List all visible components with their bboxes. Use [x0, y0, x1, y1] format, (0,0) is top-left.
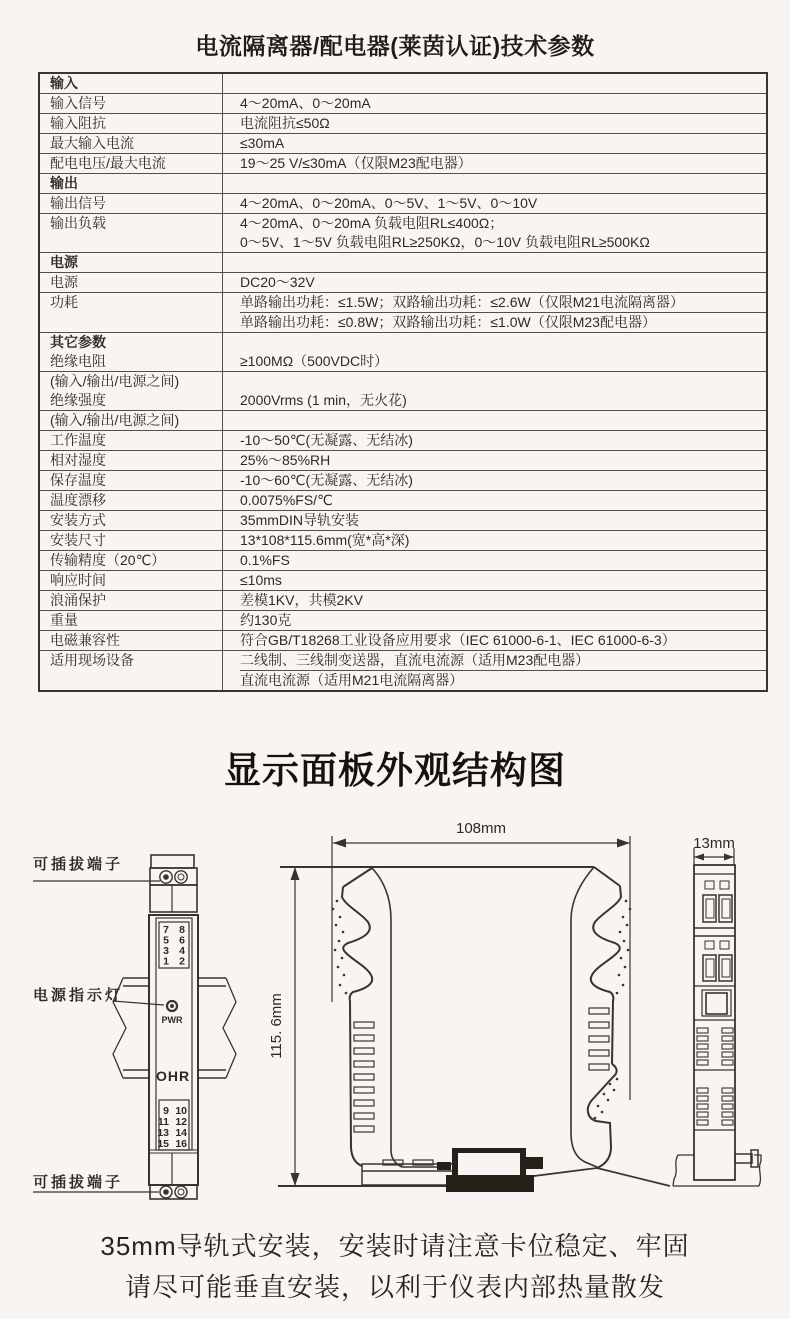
spec-row: [40, 153, 766, 173]
spec-value: 约130克: [222, 611, 766, 630]
spec-label: 传输精度（20℃）: [50, 552, 166, 568]
spec-table: [38, 72, 768, 692]
spec-value: -10～50℃(无凝露、无结冰): [222, 431, 766, 450]
dimension-height-label: 115. 6mm: [268, 993, 285, 1059]
spec-value: 符合GB/T18268工业设备应用要求（IEC 61000-6-1、IEC 61000-6-3）: [222, 631, 766, 650]
spec-section-row: [40, 74, 766, 93]
end-view-vents: [697, 1028, 733, 1125]
brand-logo: OHR: [155, 1068, 191, 1084]
spec-label: 最大输入电流: [50, 135, 134, 151]
terminal-number: 6: [179, 934, 185, 947]
dimension-width: [332, 836, 630, 1100]
spec-row: [40, 371, 766, 410]
spec-row: [40, 610, 766, 630]
terminal-number: 8: [179, 924, 185, 936]
spec-row: [40, 490, 766, 510]
spec-value: DC20～32V: [222, 273, 766, 292]
spec-value: ≤10ms: [222, 571, 766, 590]
spec-row: [40, 570, 766, 590]
spec-label: 适用现场设备: [50, 652, 134, 668]
spec-subvalue: 二线制、三线制变送器，直流电流源（适用M23配电器）: [240, 651, 766, 671]
terminal-number: 16: [175, 1138, 187, 1150]
terminal-number: 10: [175, 1105, 187, 1117]
structure-diagram: [0, 800, 790, 1220]
spec-row: [40, 332, 766, 371]
terminal-number: 14: [175, 1127, 187, 1139]
spec-value: 0.0075%FS/℃: [222, 491, 766, 510]
spec-label: 电源: [50, 274, 78, 290]
end-view: [673, 848, 761, 1186]
vent-slats-left: [354, 1022, 374, 1132]
spec-label: 电源: [50, 254, 78, 270]
terminal-number: 1: [163, 955, 169, 968]
spec-label: 输出: [50, 175, 78, 191]
spec-value: 差模1KV，共模2KV: [222, 591, 766, 610]
pluggable-terminal-top-label: 可插拔端子: [33, 856, 124, 873]
spec-row: [40, 410, 766, 430]
spec-table-body: [40, 74, 766, 690]
spec-value: ≤30mA: [222, 134, 766, 153]
vent-slats-right: [589, 1008, 609, 1070]
spec-row: [40, 213, 766, 252]
spec-row: [40, 530, 766, 550]
spec-row: [40, 430, 766, 450]
spec-subvalue: 单路输出功耗：≤0.8W；双路输出功耗：≤1.0W（仅限M23配电器）: [240, 314, 656, 330]
spec-label: 温度漂移: [50, 492, 106, 508]
spec-row: [40, 510, 766, 530]
terminal-number: 5: [163, 934, 169, 947]
power-indicator-label: 电源指示灯: [33, 987, 124, 1004]
dimension-depth-label: 13mm: [693, 835, 735, 852]
spec-row: [40, 650, 766, 690]
spec-label: 安装方式: [50, 512, 106, 528]
spec-section-row: [40, 173, 766, 193]
terminal-number: 2: [179, 955, 185, 968]
terminal-number: 9: [163, 1105, 169, 1117]
dimension-width-label: 108mm: [455, 820, 507, 837]
spec-row: [40, 272, 766, 292]
spec-label: 输出负载: [50, 215, 106, 231]
spec-label: 其它参数 绝缘电阻: [50, 334, 106, 369]
bottom-terminal-numbers: [157, 1105, 187, 1150]
spec-value: [222, 174, 766, 193]
spec-value: 25%～85%RH: [222, 451, 766, 470]
spec-value: [222, 74, 766, 93]
install-note: [0, 1226, 790, 1308]
spec-label: 浪涌保护: [50, 592, 106, 608]
spec-value: 4～20mA、0～20mA 负载电阻RL≤400Ω； 0～5V、1～5V 负载电阻RL≥250KΩ，0～10V 负载电阻RL≥500KΩ: [222, 214, 766, 252]
spec-label: 输入信号: [50, 95, 106, 111]
spec-label: 工作温度: [50, 432, 106, 448]
install-note-line1: 35mm导轨式安装，安装时请注意卡位稳定、牢固: [100, 1231, 690, 1261]
spec-label: 配电电压/最大电流: [50, 155, 166, 171]
spec-value: -10～60℃(无凝露、无结冰): [222, 471, 766, 490]
spec-value: ≥100MΩ（500VDC时）: [222, 333, 766, 371]
spec-row: [40, 193, 766, 213]
pwr-label: PWR: [161, 1015, 183, 1025]
texture-dots: [332, 900, 632, 1120]
terminal-number: 12: [175, 1116, 187, 1128]
din-clip: [437, 1148, 543, 1192]
terminal-number: 11: [157, 1116, 169, 1128]
din-rail-end: [673, 1155, 761, 1186]
top-terminal-numbers: [163, 924, 185, 968]
spec-row: [40, 450, 766, 470]
spec-value: [222, 411, 766, 430]
side-view: [278, 836, 670, 1192]
spec-value: 2000Vrms (1 min，无火花): [222, 372, 766, 410]
section-title: 显示面板外观结构图: [224, 750, 566, 791]
spec-value: [222, 293, 766, 332]
spec-label: (输入/输出/电源之间) 绝缘强度: [50, 373, 180, 408]
spec-label: 输入: [50, 75, 78, 91]
spec-value: 19～25 V/≤30mA（仅限M23配电器）: [222, 154, 766, 173]
spec-row: [40, 292, 766, 332]
spec-value: 电流阻抗≤50Ω: [222, 114, 766, 133]
spec-label: 输入阻抗: [50, 115, 106, 131]
terminal-number: 13: [157, 1127, 169, 1139]
spec-label: 功耗: [50, 294, 78, 310]
terminal-number: 4: [179, 945, 185, 957]
spec-section-row: [40, 252, 766, 272]
spec-label: 输出信号: [50, 195, 106, 211]
spec-row: [40, 630, 766, 650]
spec-label: 保存温度: [50, 472, 106, 488]
spec-label: 响应时间: [50, 572, 106, 588]
spec-value: [222, 651, 766, 690]
spec-value: 13*108*115.6mm(宽*高*深): [222, 531, 766, 550]
spec-value: 4～20mA、0～20mA、0～5V、1～5V、0～10V: [222, 194, 766, 213]
spec-value: 0.1%FS: [222, 551, 766, 570]
spec-subvalue: 直流电流源（适用M21电流隔离器）: [240, 672, 464, 688]
spec-label: 相对湿度: [50, 452, 106, 468]
spec-row: [40, 470, 766, 490]
spec-label: 安装尺寸: [50, 532, 106, 548]
spec-value: [222, 253, 766, 272]
spec-value: 35mmDIN导轨安装: [222, 511, 766, 530]
spec-row: [40, 550, 766, 570]
din-rail-front: [113, 978, 236, 1078]
spec-subvalue: 单路输出功耗：≤1.5W；双路输出功耗：≤2.6W（仅限M21电流隔离器）: [240, 293, 766, 313]
spec-row: [40, 590, 766, 610]
spec-value: 4～20mA、0～20mA: [222, 94, 766, 113]
spec-row: [40, 133, 766, 153]
terminal-number: 7: [163, 924, 169, 936]
spec-label: 电磁兼容性: [50, 632, 120, 648]
spec-label: 重量: [50, 612, 78, 628]
front-view: [33, 855, 236, 1199]
page-title: 电流隔离器/配电器(莱茵认证)技术参数: [195, 33, 595, 59]
install-note-line2: 请尽可能垂直安装，以利于仪表内部热量散发: [124, 1272, 665, 1302]
spec-row: [40, 113, 766, 133]
spec-row: [40, 93, 766, 113]
terminal-number: 15: [157, 1138, 169, 1150]
terminal-number: 3: [163, 945, 169, 957]
clip-handle: [735, 1154, 752, 1163]
dimension-height: [291, 867, 300, 1186]
spec-label: (输入/输出/电源之间): [50, 412, 180, 428]
pluggable-terminal-bottom-label: 可插拔端子: [33, 1174, 124, 1191]
